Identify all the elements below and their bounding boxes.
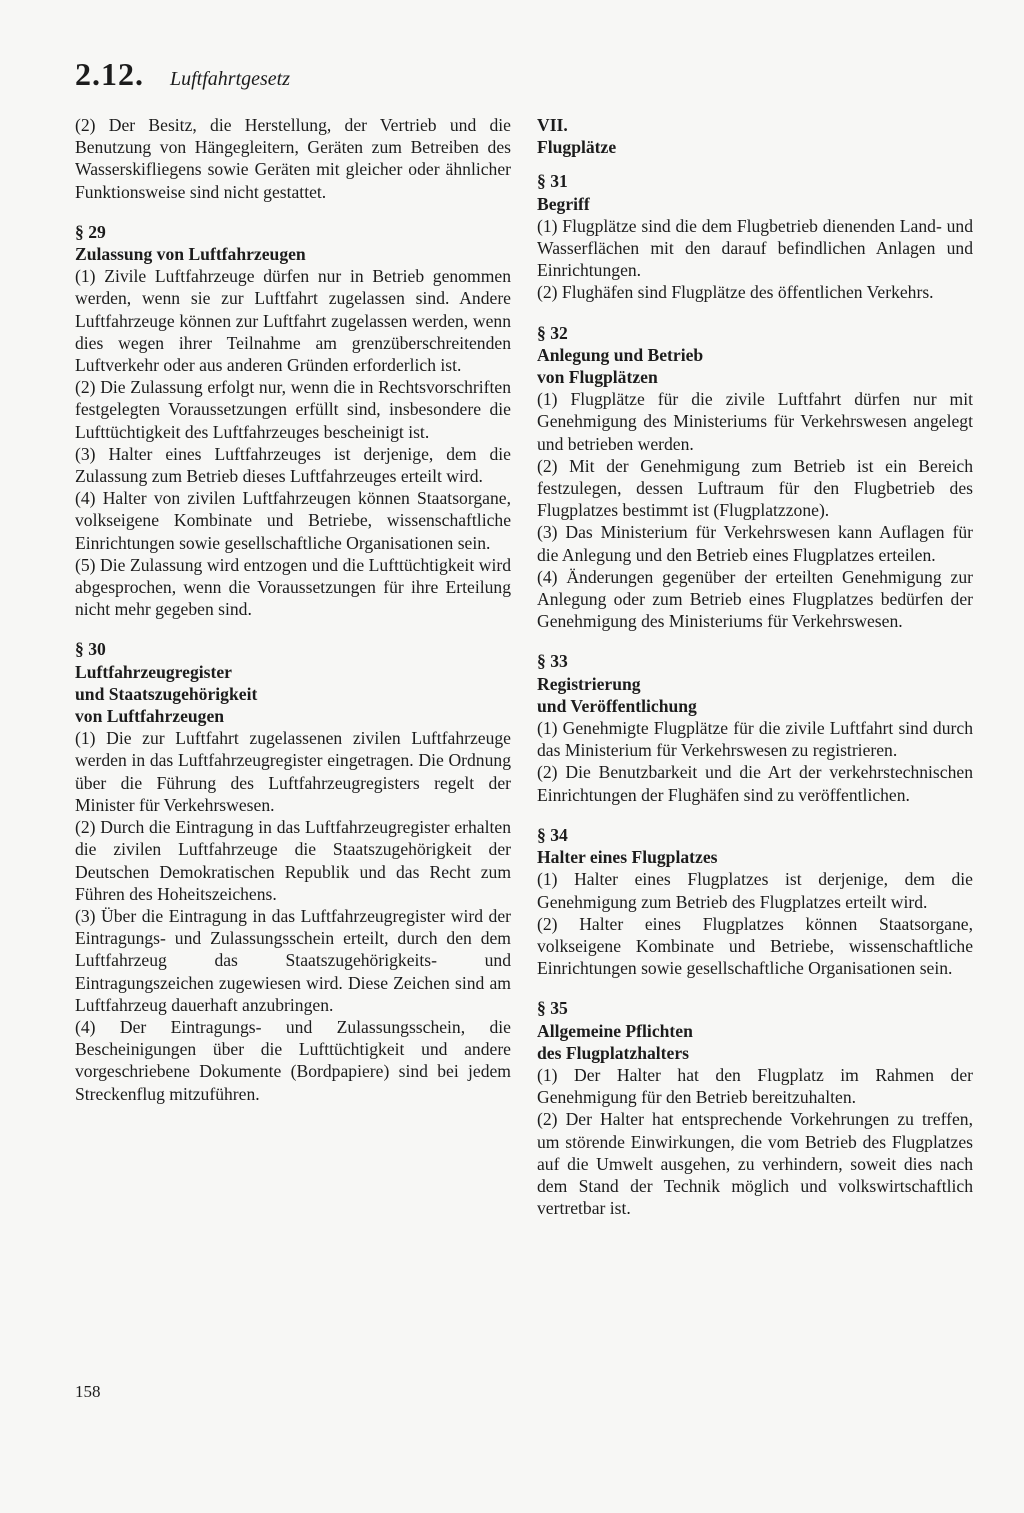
right-column [537, 114, 973, 1219]
section [537, 114, 973, 158]
paragraph: (4) Der Eintragungs- und Zulassungsschein, die Bescheinigungen über die Lufttüchtigkeit und andere vorgeschriebene Dokumente (Bordpapiere) sind bei jedem Streckenflug mitzuführen. [75, 1016, 511, 1104]
section [537, 170, 973, 303]
section-title-line: des Flugplatzhalters [537, 1042, 689, 1063]
section-title [537, 673, 973, 717]
left-column [75, 114, 511, 1105]
paragraph: (4) Änderungen gegenüber der erteilten Genehmigung zur Anlegung oder zum Betrieb eines Flugplatzes bedürfen der Genehmigung des Ministeriums für Verkehrswesen. [537, 566, 973, 632]
paragraph: (3) Das Ministerium für Verkehrswesen kann Auflagen für die Anlegung und den Betrieb eines Flugplatzes erteilen. [537, 522, 973, 565]
section-title [537, 193, 973, 215]
paragraph: (3) Halter eines Luftfahrzeuges ist derjenige, dem die Zulassung zum Betrieb dieses Luftfahrzeuges erteilt wird. [75, 443, 511, 487]
section-number: VII. [537, 115, 568, 135]
section-title [537, 344, 973, 388]
section-number: § 34 [537, 824, 568, 845]
section-title [75, 243, 511, 265]
section-title-line: Halter eines Flugplatzes [537, 847, 718, 868]
paragraph: (2) Die Benutzbarkeit und die Art der verkehrstechnischen Einrichtungen der Flughäfen sind zu veröffentlichen. [537, 762, 973, 805]
section-number: § 32 [537, 322, 568, 343]
paragraph: (2) Mit der Genehmigung zum Betrieb ist ein Bereich festzulegen, dessen Luftraum für den Flugbetrieb des Flugplatzes bestimmt ist (Flugplatzzone). [537, 455, 973, 521]
section-number: § 31 [537, 171, 568, 192]
paragraph: (1) Flugplätze für die zivile Luftfahrt dürfen nur mit Genehmigung des Ministeriums für Verkehrswesen angelegt und betrieben werden. [537, 389, 973, 454]
paragraph: (2) Die Zulassung erfolgt nur, wenn die in Rechtsvorschriften festgelegten Voraussetzungen erfüllt sind, insbesondere die Lufttüchtigkeit des Luftfahrzeuges bescheinigt ist. [75, 377, 511, 442]
section [537, 322, 973, 633]
paragraph: (4) Halter von zivilen Luftfahrzeugen können Staatsorgane, volkseigene Kombinate und Betriebe, wissenschaftliche Einrichtungen sowie gesellschaftliche Organisationen sein. [75, 488, 511, 553]
section-number: § 35 [537, 998, 568, 1019]
section-title-line: und Staatszugehörigkeit [75, 683, 258, 704]
paragraph: (1) Zivile Luftfahrzeuge dürfen nur in Betrieb genommen werden, wenn sie zur Luftfahrt zugelassen sind. Andere Luftfahrzeuge können zur Luftfahrt zugelassen werden, wenn dies wegen ihrer Teilnahme am grenzüberschreitenden Luftverkehr oder aus anderen Gründen erforderlich ist. [75, 266, 511, 376]
chapter-number: 2.12. [75, 56, 144, 92]
paragraph: (2) Der Halter hat entsprechende Vorkehrungen zu treffen, um störende Einwirkungen, die vom Betrieb des Flugplatzes auf die Umwelt ausgehen, zu verhindern, soweit dies nach dem Stand der Technik möglich und volkswirtschaftlich vertretbar ist. [537, 1109, 973, 1219]
paragraph: (1) Flugplätze sind die dem Flugbetrieb dienenden Land- und Wasserflächen mit den darauf befindlichen Anlagen und Einrichtungen. [537, 215, 973, 281]
section-title-line: von Flugplätzen [537, 367, 658, 388]
paragraph: (1) Halter eines Flugplatzes ist derjenige, dem die Genehmigung zum Betrieb des Flugplatzes erteilt wird. [537, 869, 973, 912]
section-title [537, 1020, 973, 1064]
section-number: § 29 [75, 221, 106, 242]
section-title-line: Anlegung und Betrieb [537, 344, 704, 365]
section-title-line: und Veröffentlichung [537, 695, 697, 716]
section-title [75, 661, 511, 728]
section [537, 650, 973, 805]
paragraph: (3) Über die Eintragung in das Luftfahrzeugregister wird der Eintragungs- und Zulassungsschein erteilt, durch den dem Luftfahrzeug das Staatszugehörigkeits- und Eintragungszeichen zugewiesen wird. Diese Zeichen sind am Luftfahrzeug dauerhaft anzubringen. [75, 905, 511, 1015]
paragraph: (5) Die Zulassung wird entzogen und die Lufttüchtigkeit wird abgesprochen, wenn die Voraussetzungen für ihre Erteilung nicht mehr gegeben sind. [75, 554, 511, 620]
section-title-line: Begriff [537, 193, 590, 214]
section [537, 824, 973, 979]
section-title-line: Luftfahrzeugregister [75, 661, 232, 682]
section-title-line: von Luftfahrzeugen [75, 706, 225, 727]
paragraph: (1) Die zur Luftfahrt zugelassenen zivilen Luftfahrzeuge werden in das Luftfahrzeugregister eingetragen. Die Ordnung über die Führung des Luftfahrzeugregisters regelt der Minister für Verkehrswesen. [75, 728, 511, 815]
chapter-title: Luftfahrtgesetz [170, 68, 291, 90]
section-title [537, 846, 973, 868]
paragraph: (1) Der Halter hat den Flugplatz im Rahmen der Genehmigung für den Betrieb bereitzuhalten. [537, 1064, 973, 1108]
section-title-line: Zulassung von Luftfahrzeugen [75, 244, 306, 265]
intro-paragraph: (2) Der Besitz, die Herstellung, der Vertrieb und die Benutzung von Hängegleitern, Geräten zum Betreiben des Wasserskifliegens sowie Geräten mit gleicher oder ähnlicher Funktionsweise sind nicht gestattet. [75, 115, 511, 202]
section-title-line: Registrierung [537, 673, 641, 694]
section-title [537, 136, 973, 158]
section [75, 638, 511, 1104]
paragraph: (1) Genehmigte Flugplätze für die zivile Luftfahrt sind durch das Ministerium für Verkehrswesen zu registrieren. [537, 718, 973, 761]
section-title-line: Flugplätze [537, 137, 617, 158]
paragraph: (2) Halter eines Flugplatzes können Staatsorgane, volkseigene Kombinate und Betriebe, wissenschaftliche Einrichtungen sowie gesellschaftliche Organisationen sein. [537, 913, 973, 979]
page-header [75, 56, 290, 93]
section [537, 997, 973, 1219]
section [75, 221, 511, 621]
section-number: § 30 [75, 639, 106, 660]
section-title-line: Allgemeine Pflichten [537, 1020, 693, 1041]
section-number: § 33 [537, 651, 568, 672]
page-number: 158 [75, 1382, 101, 1401]
paragraph: (2) Durch die Eintragung in das Luftfahrzeugregister erhalten die zivilen Luftfahrzeuge die Staatszugehörigkeit der Deutschen Demokratischen Republik und das Recht zum Führen des Hoheitszeichens. [75, 817, 511, 904]
paragraph: (2) Flughäfen sind Flugplätze des öffentlichen Verkehrs. [537, 282, 934, 303]
